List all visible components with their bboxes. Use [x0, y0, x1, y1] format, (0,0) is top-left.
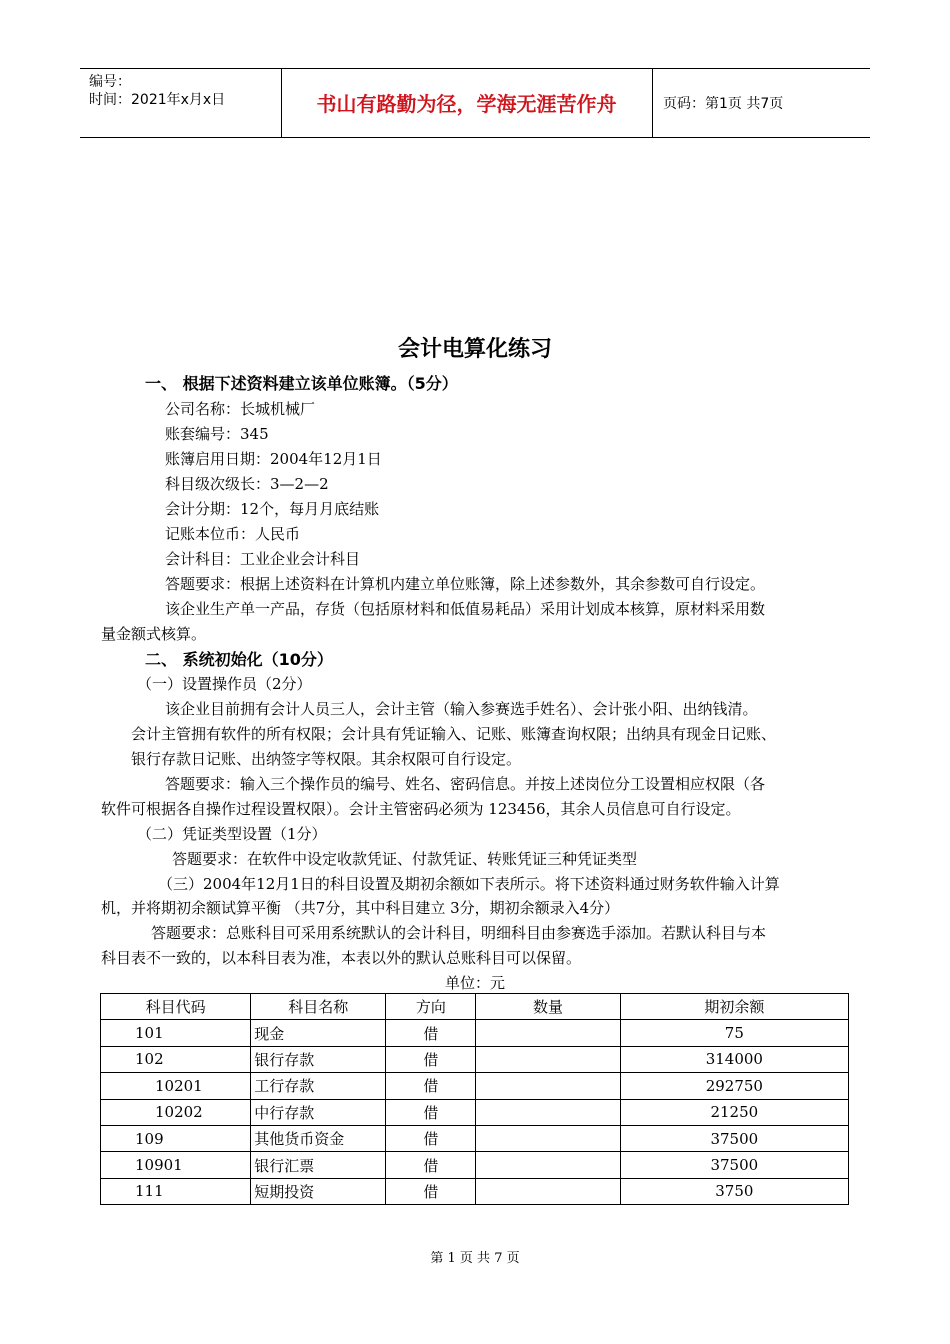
table-row	[101, 1020, 849, 1046]
cell-amount: 37500	[620, 1125, 848, 1151]
s1-line: 记账本位币：人民币	[165, 525, 301, 543]
s1-line: 量金额式核算。	[101, 625, 207, 643]
table-row	[101, 1099, 849, 1125]
cell-direction: 借	[386, 1178, 476, 1204]
s1-line: 该企业生产单一产品，存货（包括原材料和低值易耗品）采用计划成本核算，原材料采用数	[165, 600, 766, 618]
cell-code: 102	[101, 1046, 251, 1072]
cell-amount: 292750	[620, 1073, 848, 1099]
page-header	[80, 68, 870, 138]
number-label: 编号：	[89, 74, 131, 90]
motto: 书山有路勤为径，学海无涯苦作舟	[281, 69, 653, 137]
section2-heading: 二、 系统初始化（10分）	[145, 650, 333, 669]
cell-direction: 借	[386, 1046, 476, 1072]
table-row	[101, 1073, 849, 1099]
s2-line: 该企业目前拥有会计人员三人，会计主管（输入参赛选手姓名）、会计张小阳、出纳钱清。	[165, 700, 758, 718]
cell-quantity	[476, 1099, 620, 1125]
cell-quantity	[476, 1152, 620, 1178]
table-header-row	[101, 994, 849, 1020]
s1-line: 科目级次级长：3—2—2	[165, 475, 329, 493]
s1-line: 公司名称：长城机械厂	[165, 400, 316, 418]
page-label: 页码：第1页 共7页	[663, 96, 784, 112]
cell-amount: 37500	[620, 1152, 848, 1178]
s1-line: 账套编号：345	[165, 425, 269, 443]
cell-direction: 借	[386, 1099, 476, 1125]
cell-name: 工行存款	[251, 1073, 386, 1099]
cell-code: 109	[101, 1125, 251, 1151]
time-label: 时间：2021年x月x日	[89, 92, 226, 108]
unit-label: 单位：元	[444, 974, 505, 992]
cell-code: 10201	[101, 1073, 251, 1099]
s2-line: 答题要求：在软件中设定收款凭证、付款凭证、转账凭证三种凭证类型	[172, 850, 638, 868]
cell-name: 其他货币资金	[251, 1125, 386, 1151]
cell-code: 10202	[101, 1099, 251, 1125]
s2-line: （一）设置操作员（2分）	[137, 675, 312, 693]
s2-line: 软件可根据各自操作过程设置权限）。会计主管密码必须为 123456，其余人员信息可自行设定。	[101, 800, 741, 818]
header-code: 科目代码	[101, 994, 251, 1020]
cell-direction: 借	[386, 1125, 476, 1151]
table-row	[101, 1152, 849, 1178]
cell-quantity	[476, 1046, 620, 1072]
s2-line: （二）凭证类型设置（1分）	[137, 825, 327, 843]
document-title: 会计电算化练习	[397, 337, 552, 362]
cell-direction: 借	[386, 1152, 476, 1178]
cell-name: 中行存款	[251, 1099, 386, 1125]
cell-code: 10901	[101, 1152, 251, 1178]
cell-name: 银行汇票	[251, 1152, 386, 1178]
cell-name: 现金	[251, 1020, 386, 1046]
cell-amount: 75	[620, 1020, 848, 1046]
s1-line: 会计科目：工业企业会计科目	[165, 550, 361, 568]
section1-heading: 一、 根据下述资料建立该单位账簿。（5分）	[145, 374, 458, 393]
s1-line: 会计分期：12个，每月月底结账	[165, 500, 380, 518]
s2-line: 答题要求：总账科目可采用系统默认的会计科目，明细科目由参赛选手添加。若默认科目与本	[151, 924, 767, 942]
cell-name: 短期投资	[251, 1178, 386, 1204]
header-info	[80, 69, 282, 137]
cell-quantity	[476, 1073, 620, 1099]
cell-name: 银行存款	[251, 1046, 386, 1072]
s2-line: 银行存款日记账、出纳签字等权限。其余权限可自行设定。	[131, 750, 522, 768]
header-name: 科目名称	[251, 994, 386, 1020]
account-table	[100, 993, 849, 1205]
header-quantity: 数量	[476, 994, 620, 1020]
table-row	[101, 1046, 849, 1072]
s2-line: 机，并将期初余额试算平衡 （共7分，其中科目建立 3分，期初余额录入4分）	[101, 899, 620, 917]
header-amount: 期初余额	[620, 994, 848, 1020]
s2-line: （三）2004年12月1日的科目设置及期初余额如下表所示。将下述资料通过财务软件输入计算	[158, 875, 780, 893]
cell-code: 111	[101, 1178, 251, 1204]
cell-quantity	[476, 1020, 620, 1046]
table-row	[101, 1178, 849, 1204]
s1-line: 答题要求：根据上述资料在计算机内建立单位账簿，除上述参数外，其余参数可自行设定。	[165, 575, 766, 593]
table-row	[101, 1125, 849, 1151]
cell-code: 101	[101, 1020, 251, 1046]
cell-direction: 借	[386, 1073, 476, 1099]
header-direction: 方向	[386, 994, 476, 1020]
cell-amount: 314000	[620, 1046, 848, 1072]
cell-direction: 借	[386, 1020, 476, 1046]
cell-amount: 3750	[620, 1178, 848, 1204]
s1-line: 账簿启用日期：2004年12月1日	[165, 450, 382, 468]
cell-quantity	[476, 1178, 620, 1204]
s2-line: 会计主管拥有软件的所有权限；会计具有凭证输入、记账、账簿查询权限；出纳具有现金日记账、	[131, 725, 777, 743]
s2-line: 科目表不一致的，以本科目表为准，本表以外的默认总账科目可以保留。	[101, 949, 582, 967]
cell-amount: 21250	[620, 1099, 848, 1125]
cell-quantity	[476, 1125, 620, 1151]
page-footer: 第 1 页 共 7 页	[430, 1251, 520, 1266]
s2-line: 答题要求：输入三个操作员的编号、姓名、密码信息。并按上述岗位分工设置相应权限（各	[165, 775, 766, 793]
